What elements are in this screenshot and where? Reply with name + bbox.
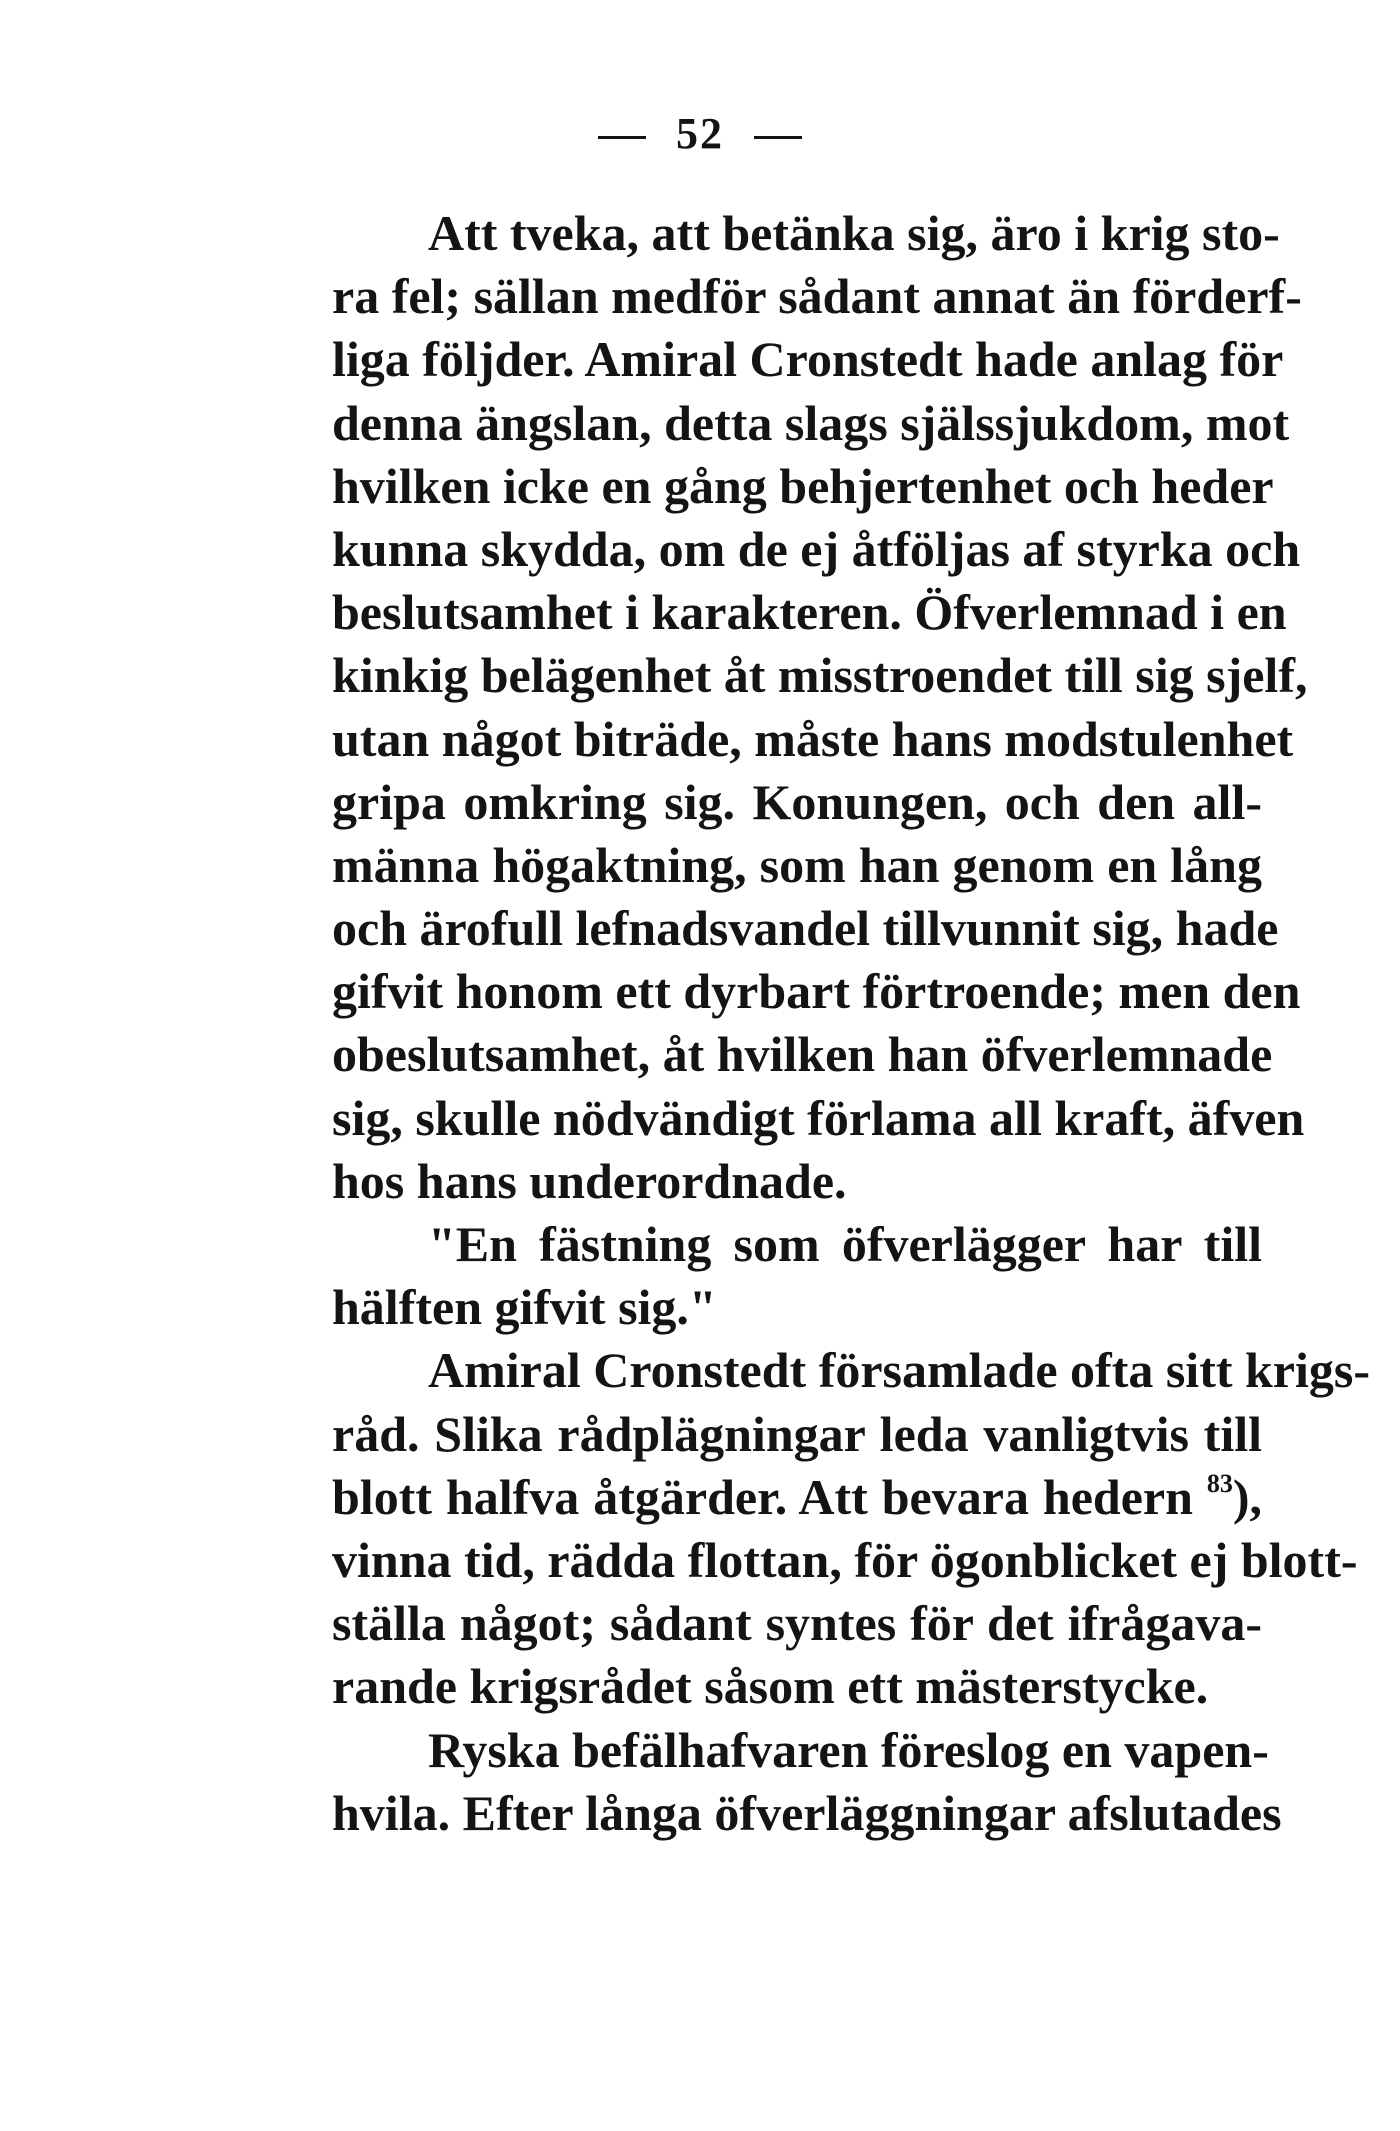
header-dash-left [598,136,646,139]
text-line: kunna skydda, om de ej åtföljas af styrka och [332,520,1301,577]
text-line: och ärofull lefnadsvandel tillvunnit sig, hade [332,900,1279,957]
text-line: kinkig belägenhet åt misstroendet till sig sjelf, [332,647,1308,704]
body-text [332,202,1370,1845]
text-line: ra fel; sällan medför sådant annat än förderf- [332,268,1302,325]
footnote-tail: ), [1232,1468,1262,1525]
text-line: utan något biträde, måste hans modstulenhet [332,710,1294,767]
quote-line: "En fästning som öfverlägger har till [428,1216,1262,1272]
header-dash-right [754,136,802,139]
page-header [0,108,1400,159]
text-line: hvila. Efter långa öfverläggningar afslutades [332,1784,1282,1841]
text-line: vinna tid, rädda flottan, för ögonblicket ej blott- [332,1531,1358,1588]
text-line: hvilken icke en gång behjertenhet och heder [332,457,1274,514]
text-line: råd. Slika rådplägningar leda vanligtvis till [332,1405,1262,1462]
text-line: denna ängslan, detta slags själssjukdom, mot [332,394,1290,451]
page-number: 52 [676,109,724,158]
text-line: rande krigsrådet såsom ett mästerstycke. [332,1658,1209,1715]
text-line: Amiral Cronstedt församlade ofta sitt krigs- [428,1342,1370,1399]
text-line: sig, skulle nödvändigt förlama all kraft, äfven [332,1089,1305,1146]
text-line: männa högaktning, som han genom en lång [332,836,1262,893]
text-line: hos hans underordnade. [332,1152,847,1209]
text-line: ställa något; sådant syntes för det ifrågava- [332,1595,1262,1652]
quote-line: hälften gifvit sig." [332,1279,717,1336]
text-line-with-footnote [332,1466,1262,1529]
text-line: gifvit honom ett dyrbart förtroende; men den [332,963,1301,1020]
text-line-content: blott halfva åtgärder. Att bevara hedern [332,1468,1193,1525]
text-line: beslutsamhet i karakteren. Öfverlemnad i en [332,584,1287,641]
footnote-reference: 83 [1206,1468,1233,1498]
text-line: obeslutsamhet, åt hvilken han öfverlemnade [332,1026,1273,1083]
text-line: Att tveka, att betänka sig, äro i krig sto- [428,205,1280,261]
text-line: liga följder. Amiral Cronstedt hade anlag för [332,331,1284,388]
text-line: gripa omkring sig. Konungen, och den all- [332,773,1262,830]
text-line: Ryska befälhafvaren föreslog en vapen- [428,1721,1269,1778]
